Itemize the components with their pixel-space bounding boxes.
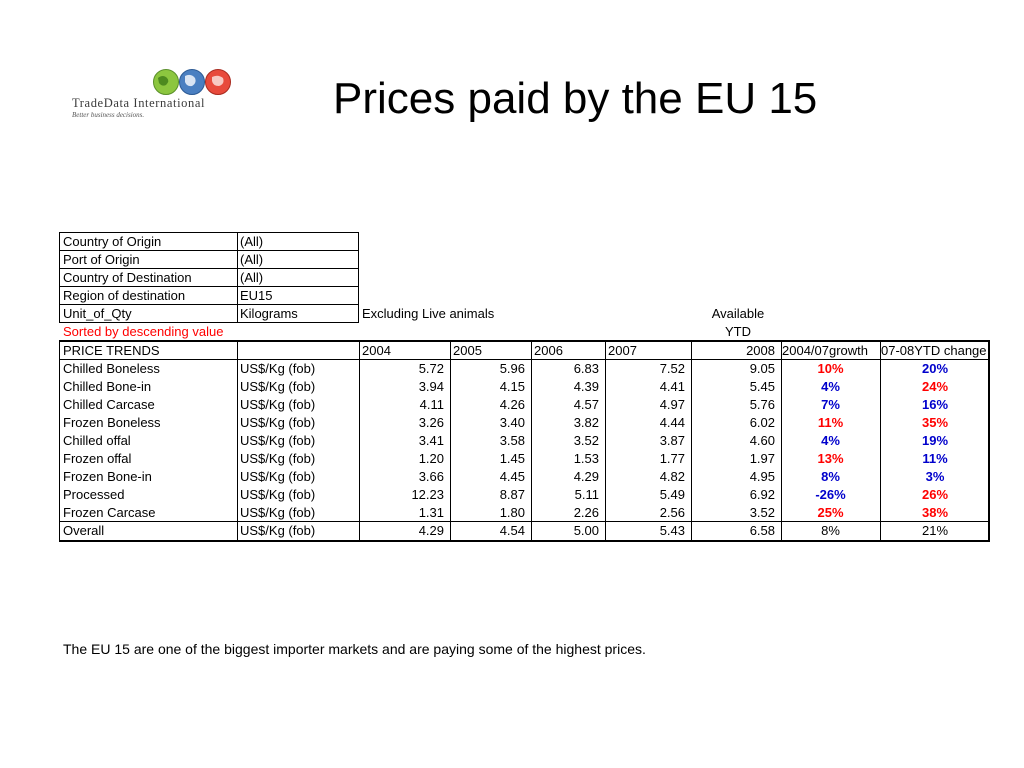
header-2005: 2005: [453, 343, 482, 358]
cell-y2006: 3.82: [573, 415, 599, 430]
cell-unit: US$/Kg (fob): [240, 487, 316, 502]
cell-y2007: 7.52: [659, 361, 685, 376]
cell-unit: US$/Kg (fob): [240, 397, 316, 412]
cell-ytd: 24%: [921, 379, 949, 394]
available-label: Available: [711, 306, 765, 321]
filter-value-unit-of-qty: Kilograms: [240, 306, 298, 321]
cell-unit: US$/Kg (fob): [240, 523, 316, 538]
cell-y2008: 6.58: [749, 523, 775, 538]
header-2007: 2007: [608, 343, 637, 358]
cell-y2008: 6.02: [749, 415, 775, 430]
cell-unit: US$/Kg (fob): [240, 451, 316, 466]
filter-value-port-of-origin: (All): [240, 252, 264, 267]
header-2006: 2006: [534, 343, 563, 358]
header-2008: 2008: [746, 343, 775, 358]
header-2004: 2004: [362, 343, 391, 358]
cell-y2008: 9.05: [749, 361, 775, 376]
cell-unit: US$/Kg (fob): [240, 469, 316, 484]
cell-y2005: 3.58: [499, 433, 525, 448]
cell-y2005: 8.87: [499, 487, 525, 502]
footnote: The EU 15 are one of the biggest importer markets and are paying some of the highest prices.: [63, 641, 646, 657]
logo-tagline: Better business decisions.: [72, 111, 145, 119]
filter-value-country-of-destination: (All): [240, 270, 264, 285]
cell-y2005: 4.54: [499, 523, 525, 538]
sorted-note: Sorted by descending value: [63, 324, 224, 339]
cell-y2004: 12.23: [411, 487, 444, 502]
cell-ytd: 26%: [921, 487, 949, 502]
cell-y2007: 5.43: [659, 523, 685, 538]
cell-y2006: 4.39: [573, 379, 599, 394]
cell-y2006: 3.52: [573, 433, 599, 448]
excluding-note: Excluding Live animals: [362, 306, 495, 321]
filter-label-country-of-origin: Country of Origin: [63, 234, 162, 249]
cell-y2008: 4.95: [749, 469, 775, 484]
cell-growth: 10%: [817, 361, 844, 376]
cell-growth: 11%: [817, 415, 844, 430]
cell-y2004: 1.31: [418, 505, 444, 520]
filter-value-country-of-origin: (All): [240, 234, 264, 249]
cell-y2005: 1.45: [499, 451, 525, 466]
ytd-label: YTD: [725, 324, 751, 339]
cell-growth: 8%: [821, 523, 840, 538]
cell-y2005: 5.96: [499, 361, 525, 376]
cell-name: Frozen Boneless: [63, 415, 161, 430]
cell-y2008: 5.45: [749, 379, 775, 394]
cell-y2007: 3.87: [659, 433, 685, 448]
cell-y2008: 4.60: [749, 433, 775, 448]
cell-y2005: 4.45: [499, 469, 525, 484]
cell-ytd: 20%: [921, 361, 949, 376]
page-title: Prices paid by the EU 15: [333, 74, 818, 123]
cell-unit: US$/Kg (fob): [240, 361, 316, 376]
cell-y2005: 3.40: [499, 415, 525, 430]
cell-y2007: 4.97: [659, 397, 685, 412]
cell-y2008: 6.92: [749, 487, 775, 502]
cell-y2008: 3.52: [749, 505, 775, 520]
cell-growth: 13%: [817, 451, 844, 466]
cell-growth: 25%: [817, 505, 844, 520]
cell-y2004: 1.20: [418, 451, 444, 466]
cell-y2005: 1.80: [499, 505, 525, 520]
cell-growth: 4%: [821, 433, 840, 448]
cell-growth: 7%: [821, 397, 840, 412]
cell-y2006: 4.29: [573, 469, 599, 484]
cell-name: Frozen Bone-in: [63, 469, 152, 484]
cell-y2007: 5.49: [659, 487, 685, 502]
cell-y2007: 4.41: [659, 379, 685, 394]
cell-name: Chilled Bone-in: [63, 379, 152, 394]
cell-unit: US$/Kg (fob): [240, 433, 316, 448]
cell-ytd: 3%: [925, 469, 945, 484]
cell-y2004: 5.72: [418, 361, 444, 376]
cell-y2006: 5.11: [574, 487, 599, 502]
cell-growth: -26%: [815, 487, 846, 502]
cell-name: Chilled Boneless: [63, 361, 160, 376]
cell-ytd: 19%: [921, 433, 949, 448]
grid-line: [59, 540, 990, 542]
cell-y2006: 2.26: [573, 505, 599, 520]
cell-y2008: 5.76: [749, 397, 775, 412]
cell-growth: 8%: [821, 469, 840, 484]
filter-value-region-of-destination: EU15: [240, 288, 273, 303]
cell-ytd: 38%: [921, 505, 949, 520]
cell-y2004: 4.11: [419, 397, 444, 412]
cell-name: Frozen Carcase: [63, 505, 156, 520]
cell-growth: 4%: [821, 379, 840, 394]
cell-y2008: 1.97: [749, 451, 775, 466]
cell-y2006: 1.53: [573, 451, 599, 466]
cell-ytd: 35%: [921, 415, 949, 430]
header-price-trends: PRICE TRENDS: [63, 343, 160, 358]
cell-y2006: 4.57: [573, 397, 599, 412]
cell-y2004: 3.66: [418, 469, 444, 484]
cell-name: Overall: [63, 523, 105, 538]
cell-y2007: 2.56: [659, 505, 685, 520]
globes-icon: [152, 68, 244, 96]
cell-ytd: 16%: [921, 397, 949, 412]
cell-ytd: 11%: [922, 451, 948, 466]
cell-name: Chilled offal: [63, 433, 131, 448]
cell-name: Processed: [63, 487, 125, 502]
cell-y2004: 4.29: [418, 523, 444, 538]
cell-name: Frozen offal: [63, 451, 132, 466]
cell-y2005: 4.26: [499, 397, 525, 412]
cell-y2005: 4.15: [499, 379, 525, 394]
logo-wordmark: TradeData International: [72, 96, 206, 110]
filter-label-unit-of-qty: Unit_of_Qty: [63, 306, 132, 321]
cell-y2006: 5.00: [573, 523, 599, 538]
cell-unit: US$/Kg (fob): [240, 415, 316, 430]
cell-y2006: 6.83: [573, 361, 599, 376]
cell-unit: US$/Kg (fob): [240, 505, 316, 520]
cell-y2007: 4.44: [659, 415, 685, 430]
filter-label-port-of-origin: Port of Origin: [63, 252, 140, 267]
filter-label-country-of-destination: Country of Destination: [63, 270, 192, 285]
cell-ytd: 21%: [921, 523, 949, 538]
cell-name: Chilled Carcase: [63, 397, 155, 412]
cell-unit: US$/Kg (fob): [240, 379, 316, 394]
header-growth: 2004/07growth: [782, 343, 869, 358]
cell-y2004: 3.26: [418, 415, 444, 430]
cell-y2007: 4.82: [659, 469, 685, 484]
cell-y2007: 1.77: [659, 451, 685, 466]
tradedata-logo: [72, 68, 247, 124]
header-ytd-change: 07-08YTD change: [881, 343, 987, 358]
filter-label-region-of-destination: Region of destination: [63, 288, 186, 303]
cell-y2004: 3.41: [418, 433, 444, 448]
cell-y2004: 3.94: [418, 379, 444, 394]
